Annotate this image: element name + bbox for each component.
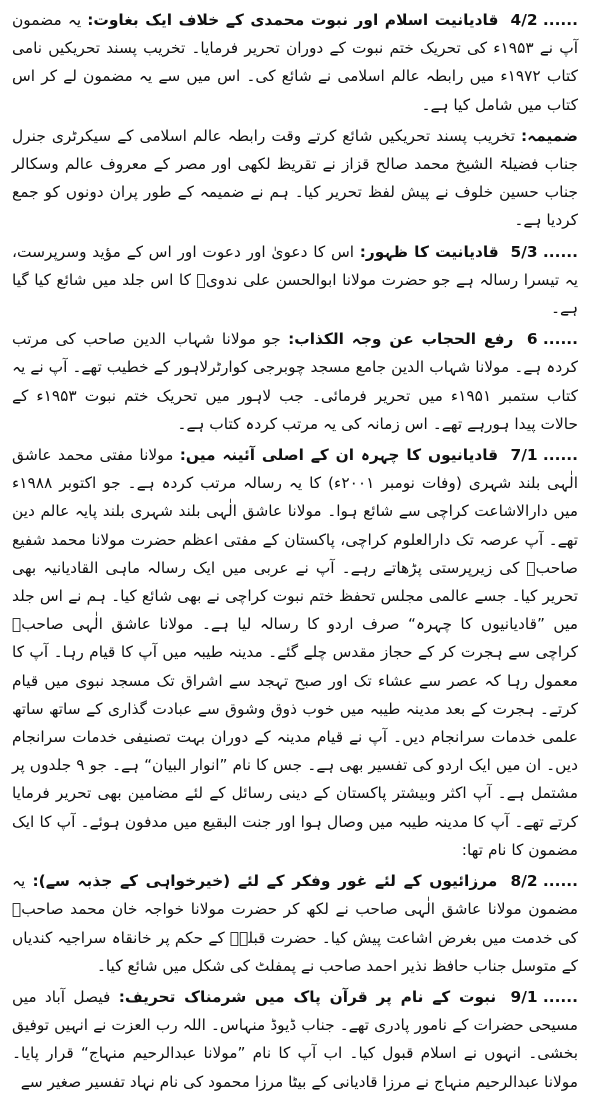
paragraph-5 <box>12 441 578 864</box>
section-text: اس کا دعویٰ اور دعوت اور اس کے مؤید وسرپرست، یہ تیسرا رسالہ ہے جو حضرت مولانا ابوالحسن علی ندویؒ کا اس جلد میں شائع کیا گیا ہے۔ <box>12 242 578 318</box>
paragraph-6 <box>12 867 578 980</box>
section-text: مولانا مفتی محمد عاشق الٰہی بلند شہری (وفات نومبر ۲۰۰۱ء) کا یہ رسالہ مرتب کردہ ہے۔ جو اکتوبر ۱۹۸۸ء میں دارالاشاعت کراچی سے شائع ہوا۔ مولانا عاشق الٰہی بلند شہری بلند پایہ عالم دین تھے۔ آپ عرصہ تک دارالعلوم کراچی، پاکستان کے مفتی اعظم حضرت مولانا محمد شفیع صاحبؒ کی زیرپرستی پڑھاتے رہے۔ آپ نے عربی میں ایک رسالہ ماہی القادیانیہ بھی تحریر کیا۔ جسے عالمی مجلس تحفظ ختم نبوت کراچی نے بھی شائع کیا۔ ہم نے اس جلد میں ”قادیانیوں کا چہرہ“ صرف اردو کا رسالہ لیا ہے۔ مولانا عاشق الٰہی صاحبؒ کراچی سے ہجرت کر کے حجاز مقدس چلے گئے۔ مدینہ طیبہ میں آپ کا قیام رہا۔ آپ کا معمول رہا کہ عصر سے عشاء تک اور صبح تہجد سے اشراق تک مسجد نبوی میں قیام کرتے۔ ہجرت کے بعد مدینہ طیبہ میں خوب ذوق وشوق سے عبادت گذاری کے ساتھ ساتھ علمی خدمات سرانجام دیں۔ آپ نے قیام مدینہ کے دوران بہت تصنیفی خدمات سرانجام دیں۔ ان میں ایک اردو کی تفسیر بھی ہے۔ جس کا نام ”انوار البیان“ ہے۔ جو ۹ جلدوں پر مشتمل ہے۔ آپ اکثر وبیشتر پاکستان کے دینی رسائل کے لئے مضامین بھی تحریر فرمایا کرتے تھے۔ آپ کا مدینہ طیبہ میں وصال ہوا اور جنت البقیع میں مدفون ہوئے۔ آپ کا ایک مضمون کا نام تھا: <box>12 446 579 859</box>
paragraph-4 <box>12 325 578 438</box>
section-number: 9/1 ...... <box>510 987 578 1006</box>
paragraph-1 <box>12 6 578 119</box>
section-heading: ضمیمہ: <box>521 126 578 145</box>
section-heading: قادیانیت کا ظہور: <box>359 242 499 261</box>
section-text: جو مولانا شہاب الدین صاحب کی مرتب کردہ ہے۔ مولانا شہاب الدین جامع مسجد چوبرجی کوارٹرلاہور کے خطیب تھے۔ آپ نے یہ کتاب ستمبر ۱۹۵۱ء میں تحریر فرمائی۔ جب لاہور میں تحریک ختم نبوت ۱۹۵۳ء کے حالات پیدا ہورہے تھے۔ اس زمانہ کی یہ مرتب کردہ کتاب ہے۔ <box>12 330 578 433</box>
section-heading: قادیانیت اسلام اور نبوت محمدی کے خلاف ایک بغاوت: <box>87 11 499 29</box>
section-text: یہ مضمون آپ نے ۱۹۵۳ء کی تحریک ختم نبوت کے دوران تحریر فرمایا۔ تخریب پسند تحریکیں نامی کتاب ۱۹۷۲ء میں رابطہ عالم اسلامی نے شائع کی۔ اس میں سے یہ مضمون لے کر اس کتاب میں شامل کیا ہے۔ <box>12 11 579 114</box>
section-text: تخریب پسند تحریکیں شائع کرتے وقت رابطہ عالم اسلامی کے سیکرٹری جنرل جناب فضیلۃ الشیخ محمد صالح قزاز نے تقریظ لکھی اور مصر کے معروف عالم وسکالر جناب حسین خلوف نے پیش لفظ تحریر کیا۔ ہم نے ضمیمہ کے طور پران دونوں کو جمع کردیا ہے۔ <box>12 126 578 230</box>
paragraph-7 <box>12 983 578 1096</box>
section-number: 8/2 ...... <box>510 872 578 891</box>
section-number: 7/1 ...... <box>510 446 578 465</box>
section-heading: رفع الحجاب عن وجہ الکذاب: <box>288 330 514 349</box>
paragraph-2 <box>12 122 578 235</box>
section-number: 6 ...... <box>526 330 578 349</box>
section-number: 5/3 ...... <box>510 242 578 261</box>
paragraph-3 <box>12 238 578 323</box>
section-heading: مرزائیوں کے لئے غور وفکر کے لئے (خیرخواہی کے جذبہ سے): <box>32 872 498 891</box>
section-heading: نبوت کے نام پر قرآن پاک میں شرمناک تحریف: <box>118 987 497 1006</box>
section-text: یہ مضمون مولانا عاشق الٰہی صاحب نے لکھ کر حضرت مولانا خواجہ خان محمد صاحبؒ کی خدمت میں بغرض اشاعت پیش کیا۔ حضرت قبلہؒ کے حکم پر خانقاہ سراجیہ کندیاں کے متوسل جناب حافظ نذیر احمد صاحب نے پمفلٹ کی شکل میں شائع کیا۔ <box>12 872 578 975</box>
section-text: فیصل آباد میں مسیحی حضرات کے نامور پادری تھے۔ جناب ڈیوڈ منہاس۔ اللہ رب العزت نے انہیں توفیق بخشی۔ انہوں نے اسلام قبول کیا۔ اب آپ کا نام ”مولانا عبدالرحیم منہاج“ قرار پایا۔ مولانا عبدالرحیم منہاج نے مرزا قادیانی کے بیٹا مرزا محمود کی نام نہاد تفسیر صغیر سے <box>12 987 578 1091</box>
section-heading: قادیانیوں کا چہرہ ان کے اصلی آئینہ میں: <box>179 446 499 465</box>
section-number: 4/2 ...... <box>510 11 578 29</box>
